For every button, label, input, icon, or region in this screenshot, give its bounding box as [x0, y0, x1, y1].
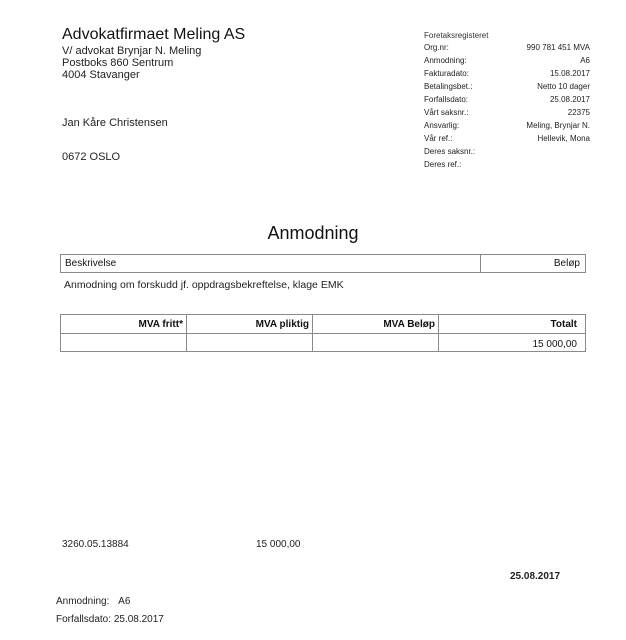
info-value: Hellevik, Mona	[537, 134, 590, 143]
info-value: 15.08.2017	[549, 69, 590, 78]
info-label: Ansvarlig:	[424, 121, 460, 130]
description-table-header	[60, 254, 586, 273]
payment-due-date: 25.08.2017	[510, 571, 561, 582]
info-value: 22375	[567, 108, 590, 117]
column-divider	[186, 315, 187, 351]
firm-contact-line: V/ advokat Brynjar N. Meling	[62, 45, 202, 57]
total-header: Totalt	[550, 319, 577, 330]
firm-name: Advokatfirmaet Meling AS	[62, 26, 246, 43]
info-value: A6	[580, 56, 590, 65]
info-label: Deres ref.:	[424, 160, 462, 169]
info-label: Vår ref.:	[424, 134, 453, 143]
info-title: Foretaksregisteret	[424, 31, 489, 40]
info-label: Org.nr:	[424, 43, 449, 52]
vat-amount-header: MVA Beløp	[383, 319, 435, 330]
column-divider	[480, 255, 481, 272]
total-value: 15 000,00	[532, 339, 577, 350]
reference-line	[56, 596, 130, 607]
info-row	[424, 82, 590, 91]
info-label: Fakturadato:	[424, 69, 469, 78]
info-row	[424, 56, 590, 65]
info-row	[424, 43, 590, 52]
info-row	[424, 95, 590, 104]
due-date-line	[56, 614, 164, 625]
firm-address-line: Postboks 860 Sentrum	[62, 57, 174, 69]
column-divider	[438, 315, 439, 351]
recipient-name: Jan Kåre Christensen	[62, 117, 168, 129]
info-row	[424, 160, 590, 169]
info-label: Vårt saksnr.:	[424, 108, 469, 117]
reference-value: A6	[118, 596, 131, 607]
firm-city-line: 4004 Stavanger	[62, 69, 140, 81]
vat-liable-header: MVA pliktig	[255, 319, 309, 330]
row-divider	[61, 333, 585, 334]
reference-label: Anmodning:	[56, 596, 110, 607]
due-date-value: 25.08.2017	[113, 614, 164, 625]
info-label: Anmodning:	[424, 56, 467, 65]
info-row	[424, 121, 590, 130]
payment-amount: 15 000,00	[256, 539, 301, 550]
info-value: 25.08.2017	[549, 95, 590, 104]
info-row	[424, 147, 590, 156]
info-label: Forfallsdato:	[424, 95, 469, 104]
recipient-postal: 0672 OSLO	[62, 151, 121, 163]
vat-table	[60, 314, 586, 352]
amount-column-header: Beløp	[553, 258, 580, 269]
info-row	[424, 69, 590, 78]
document-title: Anmodning	[267, 223, 359, 243]
info-label: Deres saksnr.:	[424, 147, 476, 156]
info-row	[424, 108, 590, 117]
vat-free-header: MVA fritt*	[138, 319, 183, 330]
info-value: 990 781 451 MVA	[526, 43, 590, 52]
info-label: Betalingsbet.:	[424, 82, 473, 91]
description-column-header: Beskrivelse	[65, 258, 117, 269]
description-text: Anmodning om forskudd jf. oppdragsbekreftelse, klage EMK	[64, 279, 344, 291]
due-date-label: Forfallsdato:	[56, 614, 112, 625]
info-row	[424, 134, 590, 143]
info-value: Netto 10 dager	[537, 82, 590, 91]
account-number: 3260.05.13884	[62, 539, 129, 550]
info-value: Meling, Brynjar N.	[526, 121, 590, 130]
column-divider	[312, 315, 313, 351]
